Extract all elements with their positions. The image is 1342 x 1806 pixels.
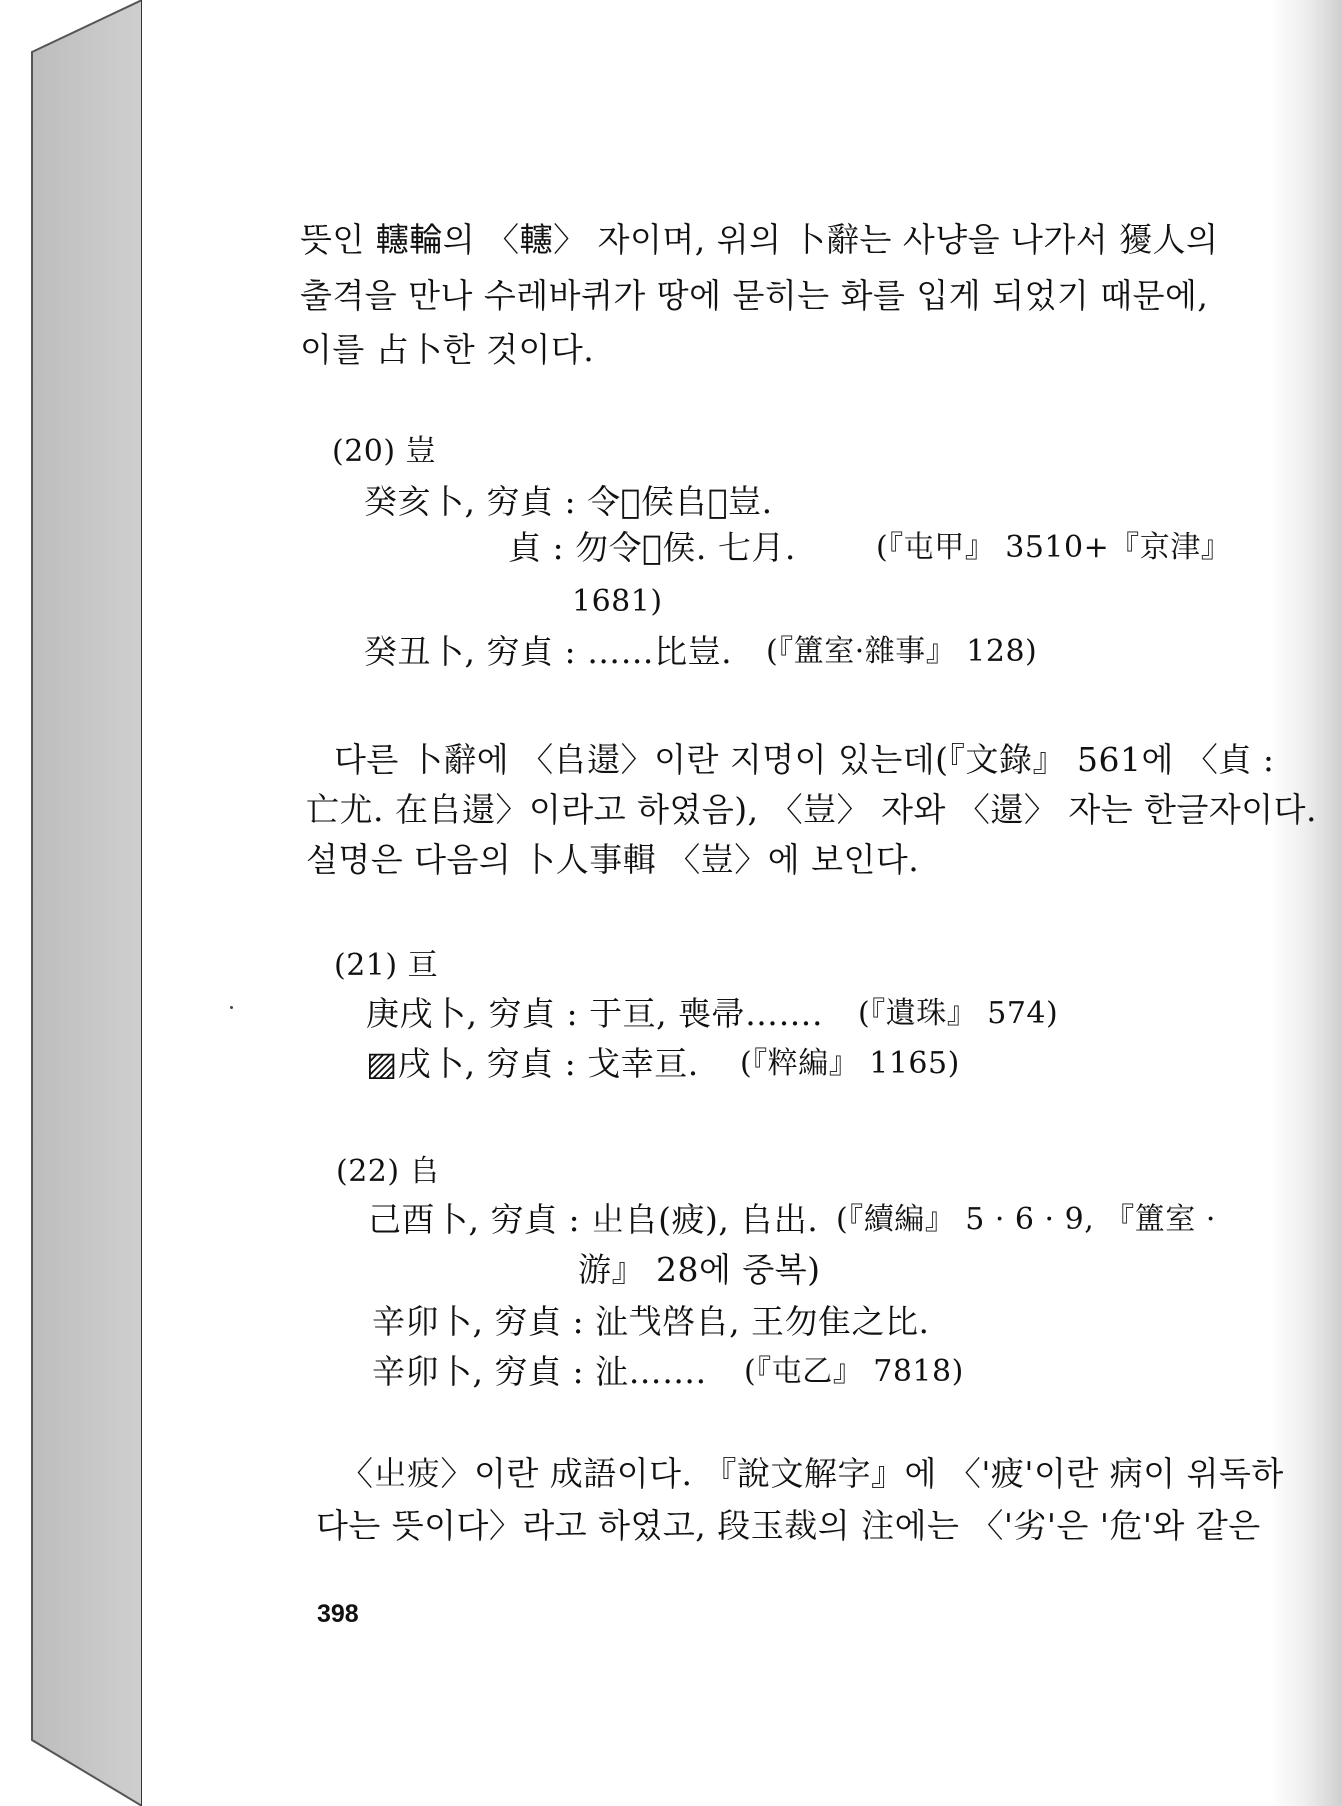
- example-22-line-2: 游』 28에 중복): [578, 1250, 821, 1289]
- example-22-line-3: 辛卯卜, 穷貞 : 沚𢦏啓𠂤, 王勿隹之比.: [372, 1302, 930, 1341]
- paragraph-2-line-2: 亡尤. 在𠂤𨗈〉이라고 하였음), 〈豈〉 자와 〈𨗈〉 자는 한글자이다.: [306, 790, 1317, 829]
- paragraph-1-line-2: 출격을 만나 수레바퀴가 땅에 묻히는 화를 입게 되었기 때문에,: [300, 276, 1209, 315]
- example-21-heading: (21) 亘: [334, 948, 439, 983]
- paragraph-2-line-1: 다른 卜辭에 〈𠂤𨗈〉이란 지명이 있는데(『文錄』 561에 〈貞 :: [334, 740, 1275, 779]
- example-21-line-1-reference: (『遺珠』 574): [858, 996, 1059, 1031]
- example-20-heading: (20) 豈: [332, 434, 437, 469]
- example-22-line-1-reference: (『續編』 5 · 6 · 9, 『簠室 ·: [836, 1202, 1216, 1237]
- example-22-heading: (22) 𠂤: [336, 1154, 441, 1189]
- example-20-line-1: 癸亥卜, 穷貞 : 令𠤬侯𠂤𡌬豈.: [364, 482, 773, 521]
- example-20-line-3: 1681): [572, 584, 663, 619]
- paragraph-2-line-3: 설명은 다음의 卜人事輯 〈豈〉에 보인다.: [306, 840, 920, 879]
- example-21-line-2: ▨戌卜, 穷貞 : 戈幸亘.: [366, 1044, 699, 1083]
- example-21-line-2-reference: (『粹編』 1165): [740, 1046, 960, 1081]
- example-22-line-4: 辛卯卜, 穷貞 : 沚…….: [372, 1352, 707, 1391]
- example-22-line-1: 己酉卜, 穷貞 : 𡳿𠂤(疲), 𠂤出.: [368, 1200, 819, 1239]
- example-21-line-1: 庚戌卜, 穷貞 : 于亘, 喪帚…….: [366, 994, 824, 1033]
- speck: [230, 1006, 233, 1009]
- paragraph-3-line-1: 〈𡳿疲〉이란 成語이다. 『說文解字』에 〈'疲'이란 病이 위독하: [340, 1454, 1284, 1493]
- example-20-line-2-reference: (『屯甲』 3510+『京津』: [876, 530, 1232, 565]
- example-20-line-4-reference: (『簠室·雜事』 128): [766, 634, 1038, 669]
- example-22-line-4-reference: (『屯乙』 7818): [744, 1354, 964, 1389]
- page-number: 398: [317, 1600, 359, 1628]
- paragraph-3-line-2: 다는 뜻이다〉라고 하였고, 段玉裁의 注에는 〈'劣'은 '危'와 같은: [316, 1506, 1261, 1545]
- paragraph-1-line-3: 이를 占卜한 것이다.: [300, 330, 595, 369]
- example-20-line-4: 癸丑卜, 穷貞 : ……比豈.: [364, 632, 733, 671]
- paragraph-1-line-1: 뜻인 𨏥輪의 〈𨏥〉 자이며, 위의 卜辭는 사냥을 나가서 獶人의: [300, 220, 1219, 259]
- example-20-line-2: 貞 : 勿令𠤬侯. 七月.: [508, 528, 796, 567]
